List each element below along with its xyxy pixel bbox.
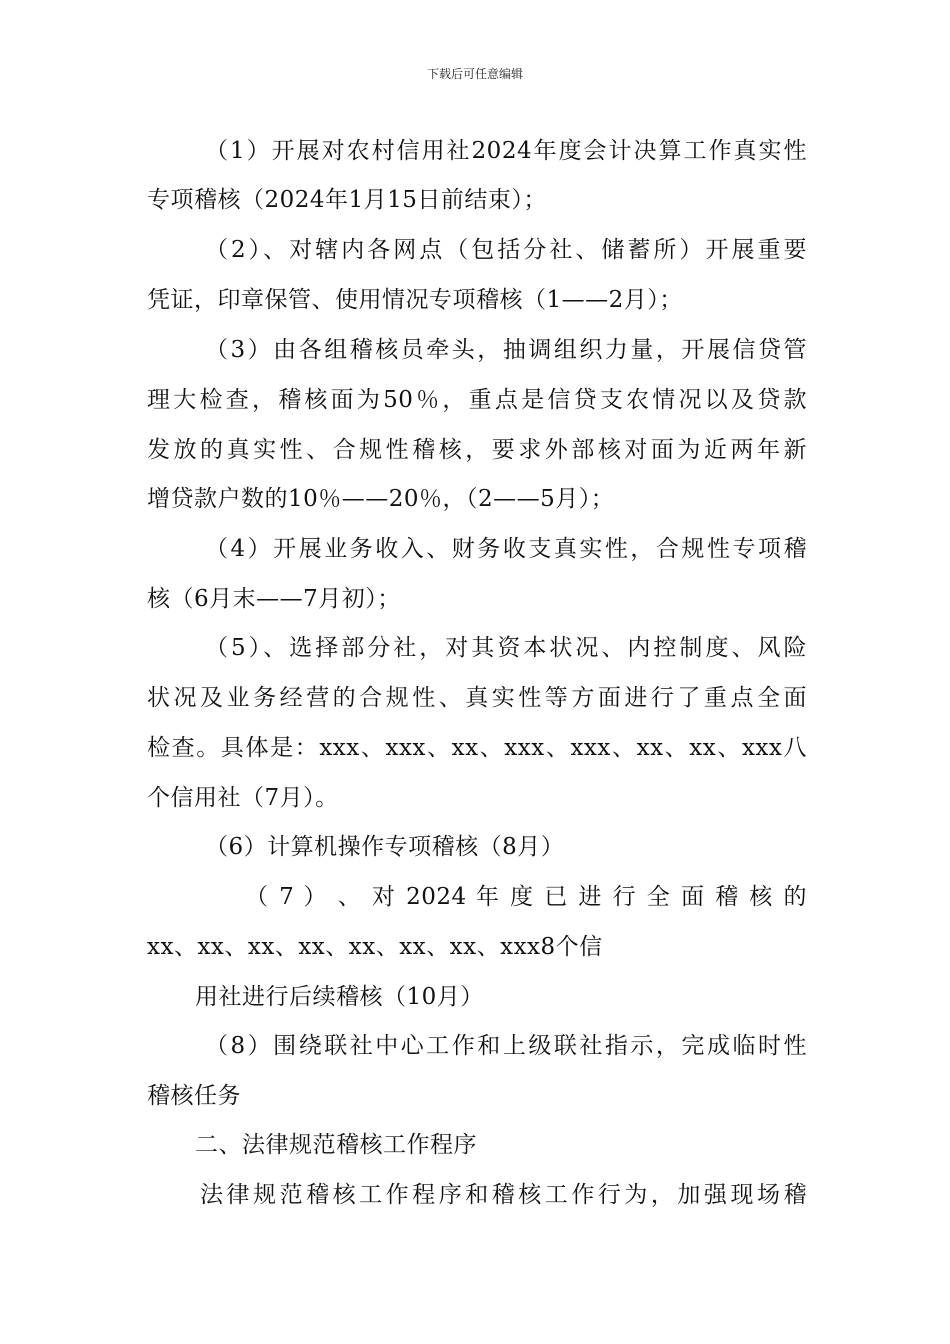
paragraph-line: 法律规范稽核工作程序和稽核工作行为，加强现场稽 xyxy=(200,1182,807,1208)
paragraph-line: （ 7 ） 、 对 2024 年 度 已 进 行 全 面 稽 核 的 xyxy=(245,884,807,910)
section-heading: 二、法律规范稽核工作程序 xyxy=(195,1132,477,1158)
paragraph-line: 稽核任务 xyxy=(147,1083,241,1109)
paragraph-line: 状况及业务经营的合规性、真实性等方面进行了重点全面 xyxy=(147,685,807,711)
paragraph-line: （3）由各组稽核员牵头，抽调组织力量，开展信贷管 xyxy=(205,337,807,363)
paragraph-line: （5）、选择部分社，对其资本状况、内控制度、风险 xyxy=(205,635,807,661)
paragraph-line: xx、xx、xx、xx、xx、xx、xx、xxx8个信 xyxy=(147,934,603,960)
paragraph-line: 检查。具体是：xxx、xxx、xx、xxx、xxx、xx、xx、xxx八 xyxy=(147,735,807,761)
paragraph-line: （8）围绕联社中心工作和上级联社指示，完成临时性 xyxy=(205,1033,807,1059)
paragraph-line: （6）计算机操作专项稽核（8月） xyxy=(205,834,565,860)
paragraph-line: 发放的真实性、合规性稽核，要求外部核对面为近两年新 xyxy=(147,437,807,463)
paragraph-line: 增贷款户数的10％——20％，（2——5月）； xyxy=(147,486,615,512)
paragraph-line: 用社进行后续稽核（10月） xyxy=(195,984,484,1010)
paragraph-line: （2）、对辖内各网点（包括分社、储蓄所）开展重要 xyxy=(205,237,807,263)
paragraph-line: 核（6月末——7月初）； xyxy=(147,586,401,612)
paragraph-line: 个信用社（7月）。 xyxy=(147,785,339,811)
page-header: 下载后可任意编辑 xyxy=(426,67,523,81)
paragraph-line: 专项稽核（2024年1月15日前结束）； xyxy=(147,187,547,213)
paragraph-line: （1）开展对农村信用社2024年度会计决算工作真实性 xyxy=(205,138,807,164)
paragraph-line: （4）开展业务收入、财务收支真实性，合规性专项稽 xyxy=(205,536,807,562)
paragraph-line: 凭证，印章保管、使用情况专项稽核（1——2月）； xyxy=(147,287,683,313)
paragraph-line: 理大检查，稽核面为50％，重点是信贷支农情况以及贷款 xyxy=(147,387,807,413)
